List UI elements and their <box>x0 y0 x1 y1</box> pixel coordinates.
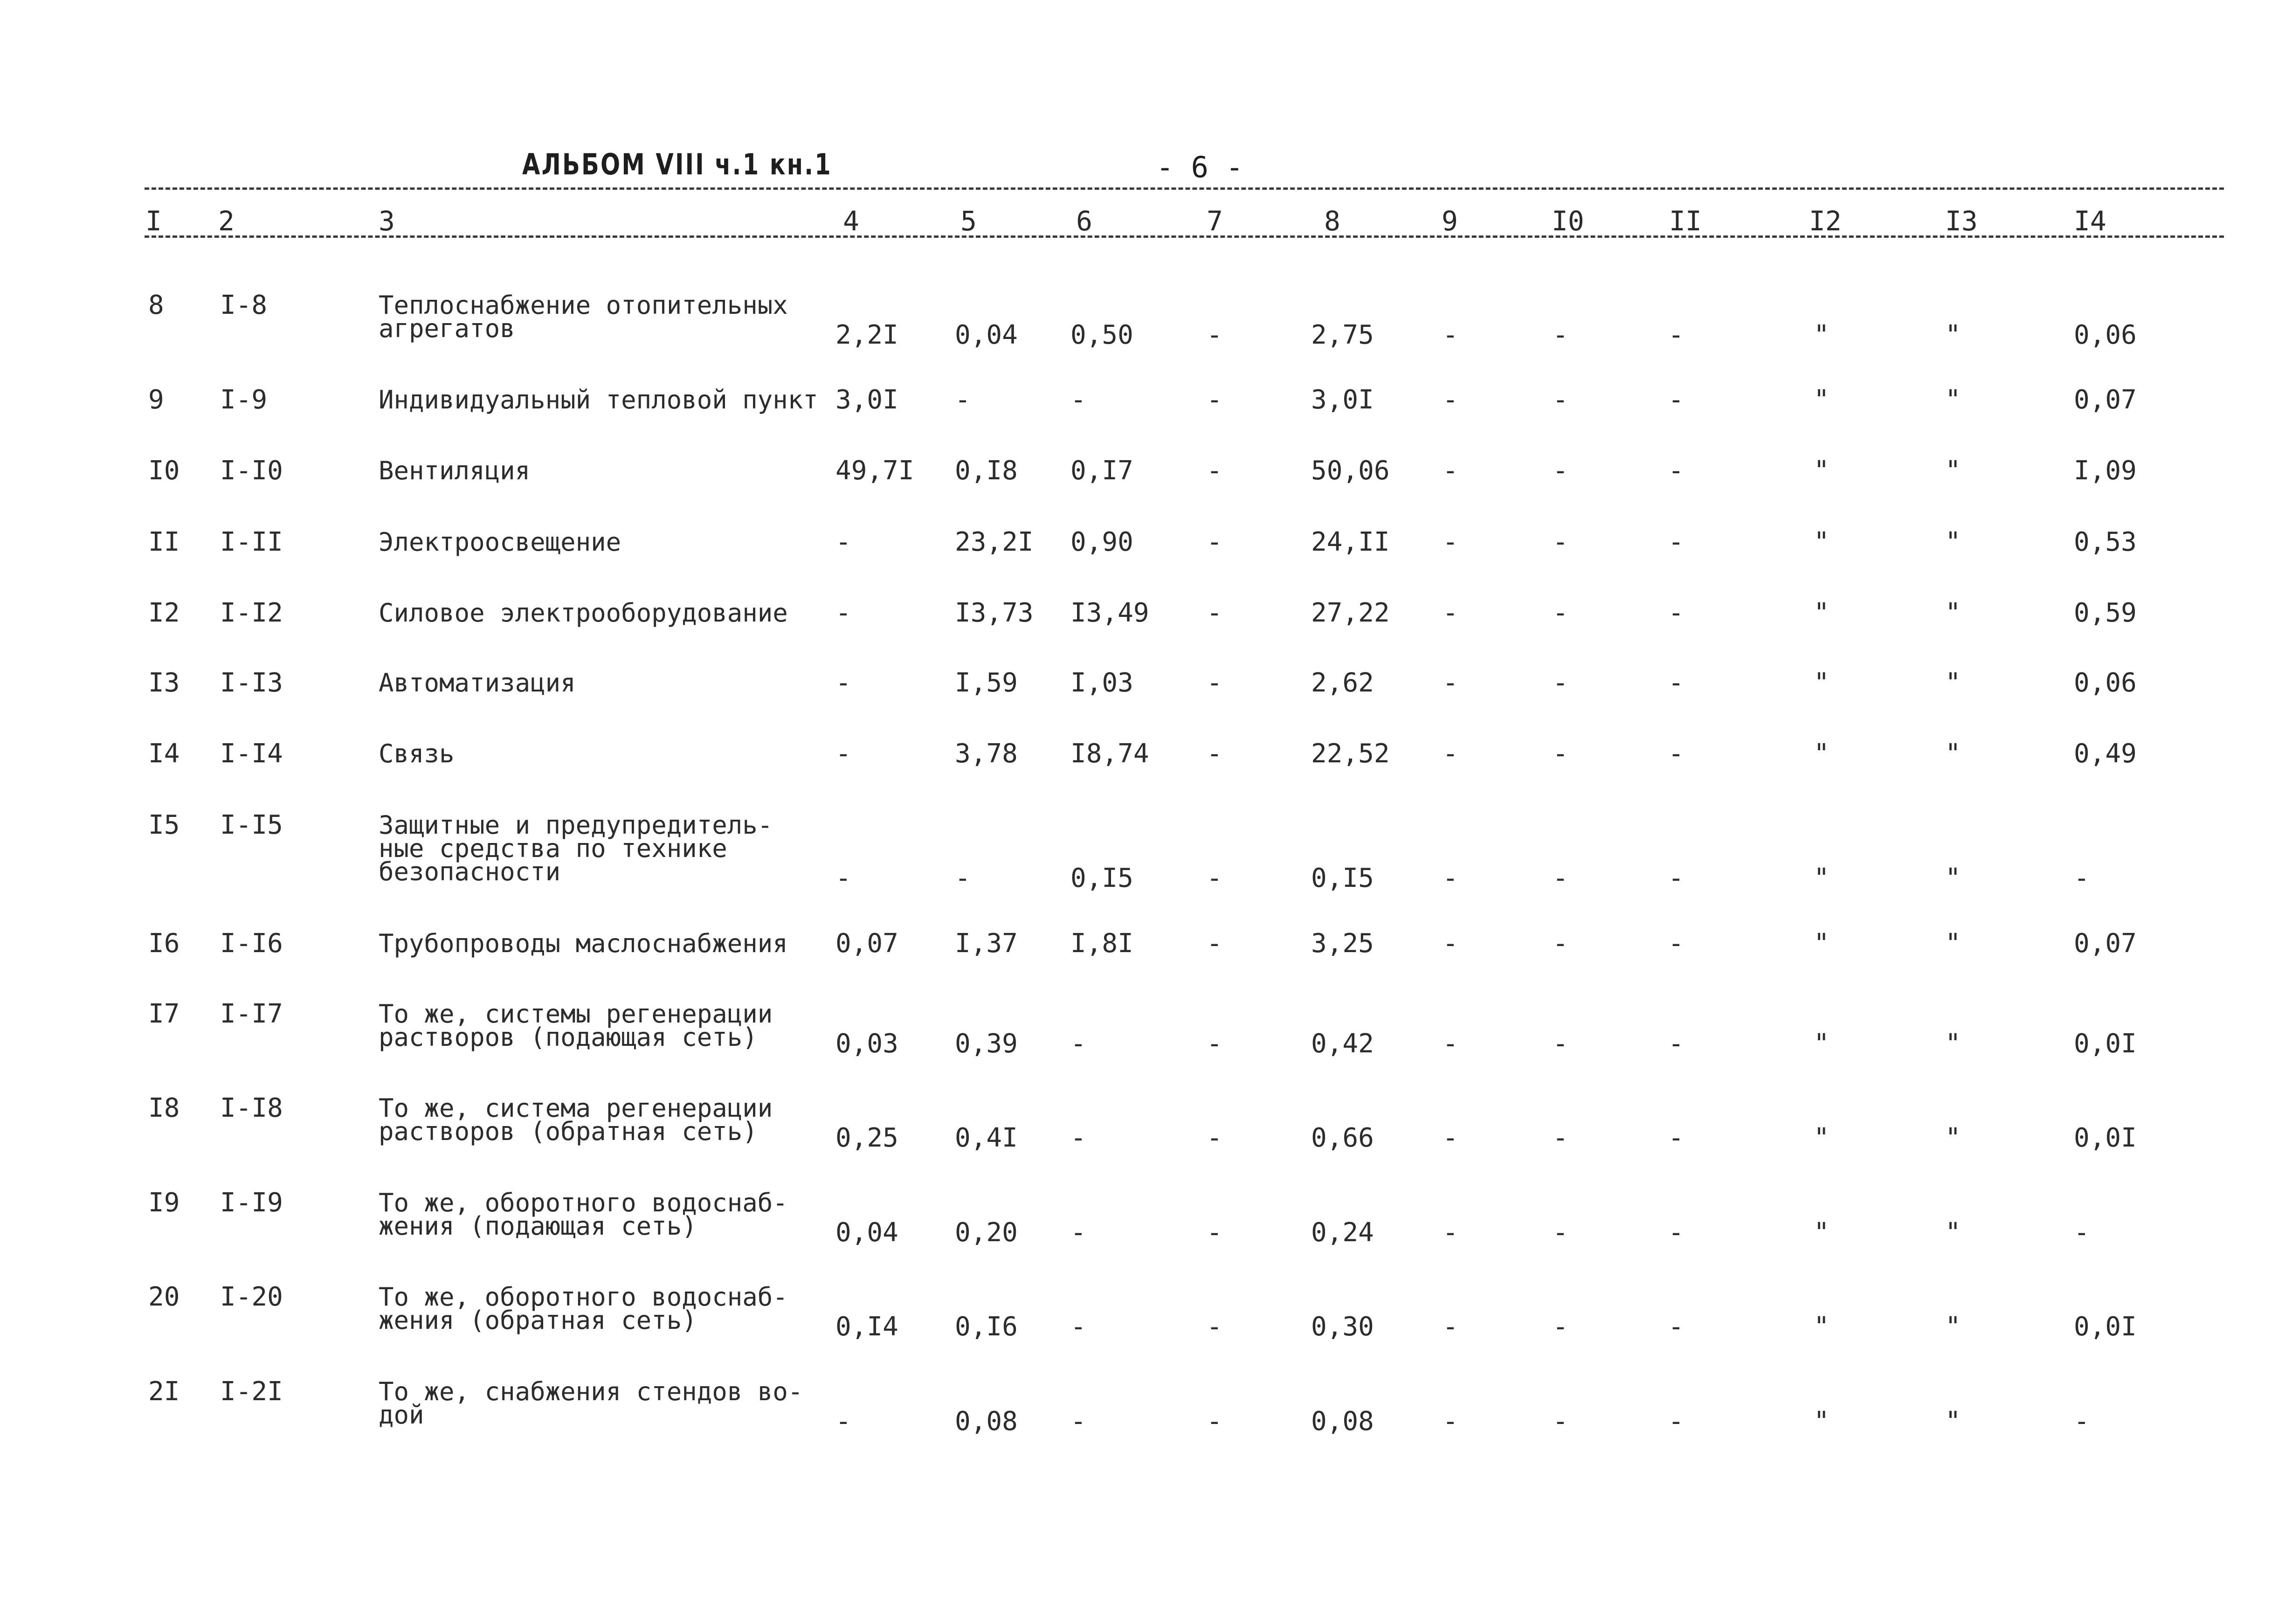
cell-col-4: 0,03 <box>835 1029 898 1059</box>
cell-col-6: - <box>1070 1217 1086 1248</box>
cell-col-10: - <box>1553 456 1568 486</box>
cell-col-7: - <box>1207 1312 1222 1342</box>
column-header-2: 2 <box>218 205 235 237</box>
cell-col-7: - <box>1207 385 1222 415</box>
cell-col-9: - <box>1443 668 1458 698</box>
cell-col-8: 0,30 <box>1311 1312 1374 1342</box>
cell-col-2: I-20 <box>220 1282 283 1312</box>
cell-col-11: - <box>1668 668 1684 698</box>
column-header-11: II <box>1669 205 1702 237</box>
cell-col-2: I-2I <box>220 1376 283 1407</box>
cell-col-5: 0,20 <box>955 1217 1018 1248</box>
cell-col-1: I3 <box>148 668 180 698</box>
column-header-9: 9 <box>1442 205 1458 237</box>
cell-col-6: - <box>1070 385 1086 415</box>
cell-col-5: - <box>955 385 971 415</box>
cell-description: То же, оборотного водоснаб- жения (обратная сеть) <box>379 1282 788 1335</box>
cell-description: То же, снабжения стендов во- дой <box>379 1377 803 1430</box>
cell-col-13: " <box>1945 385 1961 415</box>
cell-col-8: 0,I5 <box>1311 863 1374 893</box>
cell-col-1: I0 <box>148 456 180 486</box>
cell-col-4: 2,2I <box>835 320 898 350</box>
cell-col-5: 3,78 <box>955 739 1018 769</box>
cell-col-11: - <box>1668 320 1684 350</box>
cell-col-9: - <box>1443 320 1458 350</box>
cell-col-2: I-I2 <box>220 598 283 628</box>
album-title: АЛЬБОМ VIII ч.1 кн.1 <box>522 147 832 181</box>
cell-col-2: I-I9 <box>220 1188 283 1218</box>
cell-col-8: 0,66 <box>1311 1123 1374 1153</box>
cell-col-11: - <box>1668 739 1684 769</box>
cell-col-4: - <box>835 1406 851 1437</box>
page-number: - 6 - <box>1156 150 1243 184</box>
cell-col-8: 24,II <box>1311 527 1390 557</box>
cell-col-10: - <box>1553 598 1568 628</box>
cell-col-11: - <box>1668 1312 1684 1342</box>
cell-col-13: " <box>1945 668 1961 698</box>
cell-col-1: 20 <box>148 1282 180 1312</box>
cell-col-13: " <box>1945 1406 1961 1437</box>
cell-col-13: " <box>1945 320 1961 350</box>
cell-description: Вентиляция <box>379 456 531 485</box>
cell-col-13: " <box>1945 739 1961 769</box>
cell-col-10: - <box>1553 863 1568 893</box>
cell-col-2: I-I6 <box>220 928 283 959</box>
cell-col-14: 0,59 <box>2074 598 2137 628</box>
cell-col-7: - <box>1207 320 1222 350</box>
cell-col-1: II <box>148 527 180 557</box>
cell-col-12: " <box>1814 928 1829 959</box>
cell-col-4: 0,07 <box>835 928 898 959</box>
cell-col-5: I3,73 <box>955 598 1034 628</box>
cell-col-6: I8,74 <box>1070 739 1149 769</box>
cell-col-9: - <box>1443 1217 1458 1248</box>
cell-col-4: 0,25 <box>835 1123 898 1153</box>
cell-col-6: I,8I <box>1070 928 1133 959</box>
cell-col-13: " <box>1945 1123 1961 1153</box>
cell-col-11: - <box>1668 456 1684 486</box>
cell-col-2: I-I7 <box>220 999 283 1029</box>
cell-col-8: 2,75 <box>1311 320 1374 350</box>
cell-col-8: 22,52 <box>1311 739 1390 769</box>
cell-col-12: " <box>1814 385 1829 415</box>
cell-col-13: " <box>1945 456 1961 486</box>
cell-col-5: I,59 <box>955 668 1018 698</box>
cell-col-6: 0,I5 <box>1070 863 1133 893</box>
cell-col-9: - <box>1443 1123 1458 1153</box>
cell-col-8: 3,25 <box>1311 928 1374 959</box>
cell-col-6: - <box>1070 1406 1086 1437</box>
cell-col-8: 27,22 <box>1311 598 1390 628</box>
cell-description: Трубопроводы маслоснабжения <box>379 929 788 958</box>
cell-col-14: 0,06 <box>2074 668 2137 698</box>
cell-col-4: - <box>835 668 851 698</box>
cell-col-12: " <box>1814 1312 1829 1342</box>
cell-col-10: - <box>1553 1406 1568 1437</box>
column-header-10: I0 <box>1552 205 1584 237</box>
cell-col-9: - <box>1443 598 1458 628</box>
cell-col-12: " <box>1814 598 1829 628</box>
cell-col-14: 0,07 <box>2074 385 2137 415</box>
cell-col-13: " <box>1945 1029 1961 1059</box>
cell-col-9: - <box>1443 1406 1458 1437</box>
column-header-14: I4 <box>2074 205 2106 237</box>
cell-description: То же, система регенерации растворов (обратная сеть) <box>379 1093 773 1146</box>
cell-col-4: 49,7I <box>835 456 914 486</box>
cell-col-11: - <box>1668 1123 1684 1153</box>
column-header-5: 5 <box>960 205 977 237</box>
cell-col-6: - <box>1070 1123 1086 1153</box>
cell-col-7: - <box>1207 668 1222 698</box>
cell-col-4: - <box>835 598 851 628</box>
cell-col-11: - <box>1668 1406 1684 1437</box>
column-header-7: 7 <box>1207 205 1223 237</box>
cell-col-4: - <box>835 863 851 893</box>
cell-col-1: I4 <box>148 739 180 769</box>
cell-col-14: 0,06 <box>2074 320 2137 350</box>
cell-col-5: I,37 <box>955 928 1018 959</box>
cell-col-9: - <box>1443 527 1458 557</box>
cell-col-2: I-9 <box>220 385 268 415</box>
cell-col-6: 0,90 <box>1070 527 1133 557</box>
cell-col-2: I-I4 <box>220 739 283 769</box>
cell-col-5: 0,I8 <box>955 456 1018 486</box>
cell-col-2: I-II <box>220 527 283 557</box>
column-header-4: 4 <box>843 205 859 237</box>
cell-col-11: - <box>1668 928 1684 959</box>
cell-col-5: 0,4I <box>955 1123 1018 1153</box>
cell-col-4: 3,0I <box>835 385 898 415</box>
cell-col-5: 0,04 <box>955 320 1018 350</box>
cell-col-2: I-I3 <box>220 668 283 698</box>
cell-col-7: - <box>1207 527 1222 557</box>
cell-col-14: 0,0I <box>2074 1123 2137 1153</box>
cell-col-1: 8 <box>148 290 164 320</box>
cell-col-11: - <box>1668 385 1684 415</box>
cell-col-14: 0,53 <box>2074 527 2137 557</box>
cell-col-2: I-I5 <box>220 810 283 840</box>
cell-col-12: " <box>1814 1029 1829 1059</box>
cell-col-7: - <box>1207 1217 1222 1248</box>
cell-col-7: - <box>1207 1406 1222 1437</box>
cell-col-12: " <box>1814 320 1829 350</box>
cell-col-8: 0,08 <box>1311 1406 1374 1437</box>
cell-col-12: " <box>1814 1123 1829 1153</box>
cell-col-13: " <box>1945 598 1961 628</box>
cell-col-7: - <box>1207 928 1222 959</box>
cell-col-10: - <box>1553 668 1568 698</box>
column-header-6: 6 <box>1076 205 1092 237</box>
cell-col-8: 0,24 <box>1311 1217 1374 1248</box>
cell-col-14: 0,49 <box>2074 739 2137 769</box>
cell-col-13: " <box>1945 1312 1961 1342</box>
cell-col-1: I2 <box>148 598 180 628</box>
cell-col-4: 0,04 <box>835 1217 898 1248</box>
cell-col-5: 0,08 <box>955 1406 1018 1437</box>
cell-col-14: I,09 <box>2074 456 2137 486</box>
cell-col-5: 0,39 <box>955 1029 1018 1059</box>
cell-col-2: I-8 <box>220 290 268 320</box>
cell-col-12: " <box>1814 456 1829 486</box>
cell-col-9: - <box>1443 1312 1458 1342</box>
cell-col-9: - <box>1443 928 1458 959</box>
cell-col-11: - <box>1668 527 1684 557</box>
cell-col-10: - <box>1553 527 1568 557</box>
cell-col-9: - <box>1443 739 1458 769</box>
cell-col-4: - <box>835 739 851 769</box>
cell-col-1: I9 <box>148 1188 180 1218</box>
cell-col-6: 0,I7 <box>1070 456 1133 486</box>
cell-description: То же, оборотного водоснаб- жения (подающая сеть) <box>379 1188 788 1241</box>
cell-col-2: I-I0 <box>220 456 283 486</box>
cell-col-7: - <box>1207 598 1222 628</box>
cell-col-14: 0,0I <box>2074 1029 2137 1059</box>
cell-col-14: 0,07 <box>2074 928 2137 959</box>
cell-col-11: - <box>1668 1029 1684 1059</box>
cell-description: Защитные и предупредитель- ные средства по технике безопасности <box>379 810 773 886</box>
cell-col-8: 50,06 <box>1311 456 1390 486</box>
cell-col-1: I5 <box>148 810 180 840</box>
cell-description: То же, системы регенерации растворов (подающая сеть) <box>379 999 773 1052</box>
cell-col-8: 3,0I <box>1311 385 1374 415</box>
cell-col-12: " <box>1814 1217 1829 1248</box>
cell-col-13: " <box>1945 527 1961 557</box>
cell-col-6: - <box>1070 1029 1086 1059</box>
cell-col-13: " <box>1945 863 1961 893</box>
cell-col-10: - <box>1553 1123 1568 1153</box>
cell-col-10: - <box>1553 739 1568 769</box>
cell-col-1: I8 <box>148 1093 180 1123</box>
cell-col-10: - <box>1553 320 1568 350</box>
cell-col-7: - <box>1207 863 1222 893</box>
cell-col-9: - <box>1443 863 1458 893</box>
column-header-3: 3 <box>379 205 395 237</box>
column-header-13: I3 <box>1945 205 1978 237</box>
cell-col-7: - <box>1207 739 1222 769</box>
cell-col-12: " <box>1814 527 1829 557</box>
cell-col-10: - <box>1553 1217 1568 1248</box>
cell-col-7: - <box>1207 1123 1222 1153</box>
cell-col-7: - <box>1207 1029 1222 1059</box>
cell-col-14: 0,0I <box>2074 1312 2137 1342</box>
cell-col-4: 0,I4 <box>835 1312 898 1342</box>
cell-col-11: - <box>1668 863 1684 893</box>
cell-col-10: - <box>1553 385 1568 415</box>
header-divider-bottom <box>145 235 2224 238</box>
cell-col-1: 9 <box>148 385 164 415</box>
cell-col-13: " <box>1945 928 1961 959</box>
cell-col-6: I3,49 <box>1070 598 1149 628</box>
cell-description: Связь <box>379 739 455 768</box>
cell-col-11: - <box>1668 598 1684 628</box>
cell-col-6: 0,50 <box>1070 320 1133 350</box>
cell-col-14: - <box>2074 1406 2090 1437</box>
column-header-1: I <box>145 205 162 237</box>
cell-description: Силовое электрооборудование <box>379 598 788 628</box>
cell-col-10: - <box>1553 1029 1568 1059</box>
cell-col-1: I6 <box>148 928 180 959</box>
cell-col-5: 0,I6 <box>955 1312 1018 1342</box>
cell-col-7: - <box>1207 456 1222 486</box>
cell-col-2: I-I8 <box>220 1093 283 1123</box>
cell-description: Автоматизация <box>379 668 576 698</box>
cell-col-6: I,03 <box>1070 668 1133 698</box>
header-divider-top <box>145 187 2224 190</box>
cell-col-14: - <box>2074 863 2090 893</box>
cell-col-8: 2,62 <box>1311 668 1374 698</box>
cell-col-13: " <box>1945 1217 1961 1248</box>
cell-col-9: - <box>1443 385 1458 415</box>
cell-col-1: I7 <box>148 999 180 1029</box>
cell-description: Индивидуальный тепловой пункт <box>379 385 818 415</box>
cell-col-10: - <box>1553 928 1568 959</box>
cell-description: Теплоснабжение отопительных агрегатов <box>379 290 788 343</box>
cell-col-4: - <box>835 527 851 557</box>
cell-col-1: 2I <box>148 1376 180 1407</box>
cell-col-14: - <box>2074 1217 2090 1248</box>
cell-col-5: 23,2I <box>955 527 1034 557</box>
cell-col-11: - <box>1668 1217 1684 1248</box>
cell-col-12: " <box>1814 739 1829 769</box>
cell-col-12: " <box>1814 1406 1829 1437</box>
cell-col-5: - <box>955 863 971 893</box>
cell-col-12: " <box>1814 863 1829 893</box>
column-header-8: 8 <box>1324 205 1340 237</box>
cell-col-9: - <box>1443 1029 1458 1059</box>
cell-col-9: - <box>1443 456 1458 486</box>
cell-col-10: - <box>1553 1312 1568 1342</box>
column-header-12: I2 <box>1809 205 1842 237</box>
cell-description: Электроосвещение <box>379 527 621 557</box>
cell-col-8: 0,42 <box>1311 1029 1374 1059</box>
cell-col-6: - <box>1070 1312 1086 1342</box>
cell-col-12: " <box>1814 668 1829 698</box>
